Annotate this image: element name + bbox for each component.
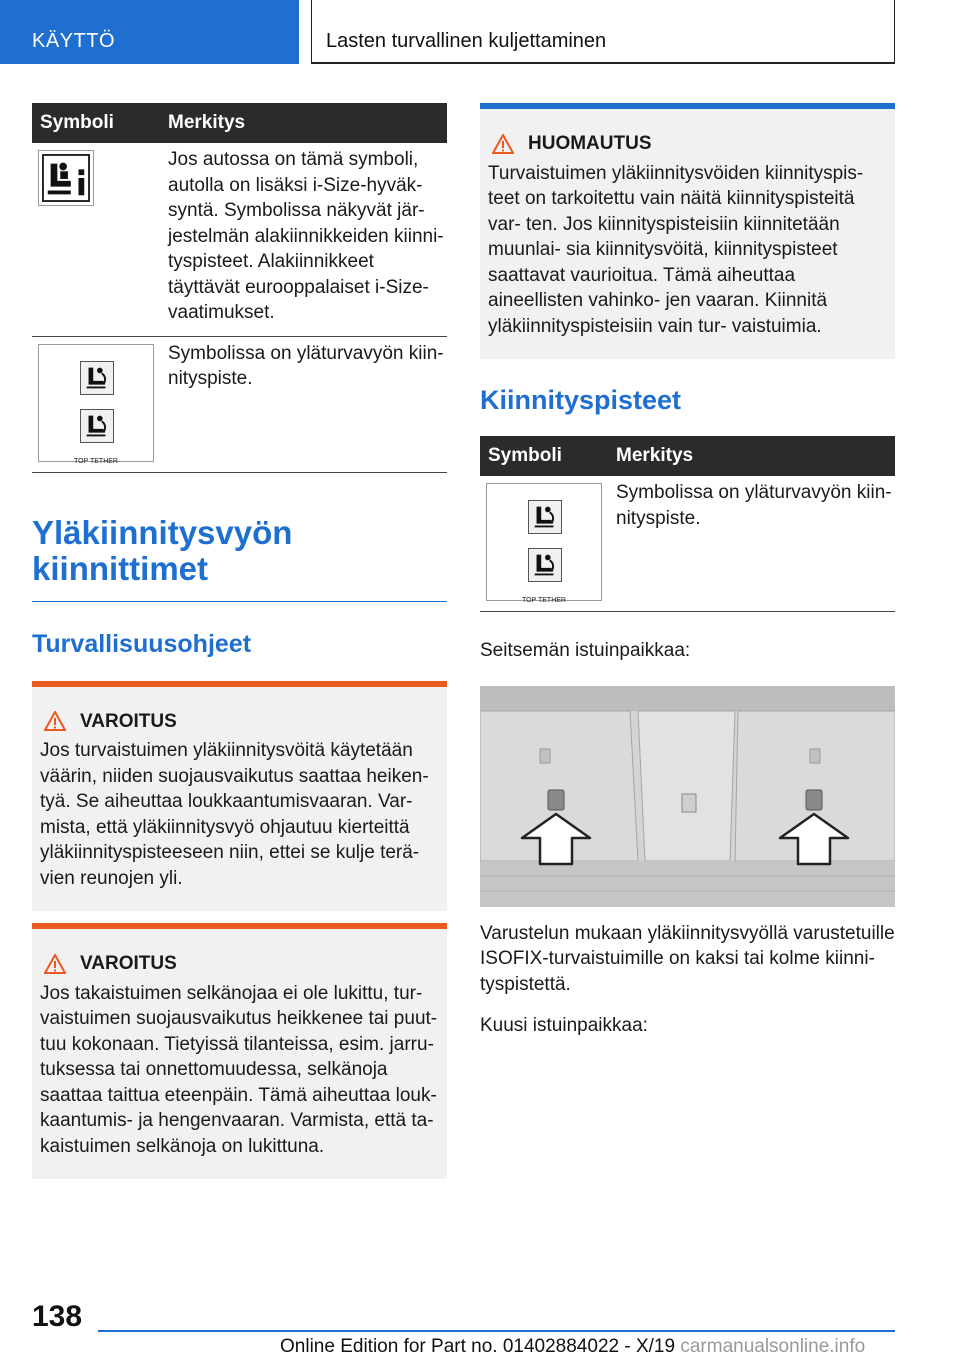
section-title bbox=[32, 515, 447, 602]
child-seat-anchor-icon bbox=[80, 361, 114, 395]
top-tether-icon bbox=[486, 483, 602, 604]
warning-text: Jos turvaistuimen yläkiinnitysvöitä käytetään väärin, niiden suojausvaikutus saattaa heiken- tyä. Se aiheuttaa loukkaantumisvaaran. Var- mista, että yläkiinnitysvyö ohjautuu kierteittä yläkiinnityspisteeseen niin, ettei se kulje terä- vien reunojen yli. bbox=[40, 740, 429, 889]
right-column bbox=[480, 103, 895, 1039]
warning-label: VAROITUS bbox=[80, 953, 177, 974]
column-header-symbol: Symboli bbox=[32, 103, 160, 143]
footer-edition bbox=[280, 1336, 865, 1358]
section-tab: KÄYTTÖ bbox=[0, 0, 299, 64]
equipment-text: Varustelun mukaan yläkiinnitysvyöllä varustetuille ISOFIX-turvaistuimille on kaksi tai kolme kiinni- tyspistettä. bbox=[480, 922, 895, 995]
six-seats-label: Kuusi istuinpaikkaa: bbox=[480, 1015, 648, 1036]
warning-text: Jos takaistuimen selkänojaa ei ole lukittu, tur- vaistuimen suojausvaikutus heikkenee tai puut- tuu kokonaan. Tietyissä tilanteissa, esim. jarru- tuksessa tai onnettomuudessa, selkänoja saattaa taittua eteenpäin. Tämä aiheuttaa louk- kaantumis- ja hengenvaaran. Varmista, että ta- kaistuimen selkänoja on lukittuna. bbox=[40, 982, 438, 1157]
seven-seats-label: Seitsemän istuinpaikkaa: bbox=[480, 640, 691, 661]
meaning-text: Jos autossa on tämä symboli, autolla on lisäksi i-Size-hyväk- syntä. Symbolissa näkyvät jär- jestelmän alakiinnikkeiden kiinni- tyspisteet. Alakiinnikkeet täyttävät eurooppalaiset i-Size- vaatimukset. bbox=[160, 143, 447, 336]
symbol-table-right bbox=[480, 436, 895, 612]
meaning-text: Symbolissa on yläturvavyön kiin- nityspiste. bbox=[608, 476, 895, 612]
warning-triangle-icon bbox=[44, 954, 66, 974]
table-row bbox=[32, 336, 447, 472]
warning-triangle-icon bbox=[44, 711, 66, 731]
note-box bbox=[480, 103, 895, 359]
warning-box bbox=[32, 923, 447, 1179]
left-column bbox=[32, 103, 447, 1179]
safety-subtitle: Turvallisuusohjeet bbox=[32, 629, 252, 658]
note-triangle-icon bbox=[492, 134, 514, 154]
column-header-meaning: Merkitys bbox=[160, 103, 447, 143]
isofix-i-size-icon bbox=[38, 150, 94, 206]
column-header-symbol: Symboli bbox=[480, 436, 608, 476]
chapter-title: Lasten turvallinen kuljettaminen bbox=[311, 0, 895, 64]
warning-label: VAROITUS bbox=[80, 710, 177, 732]
meaning-text: Symbolissa on yläturvavyön kiin- nityspiste. bbox=[160, 336, 447, 472]
top-tether-label: TOP TETHER bbox=[522, 597, 566, 604]
note-text: Turvaistuimen yläkiinnitysvöiden kiinnityspis- teet on tarkoitettu vain näitä kiinnityspisteitä var- ten. Jos kiinnityspisteisiin kiinnitetään muunlai- sia kiinnitysvöitä, kiinnityspisteet saattavat vaurioitua. Tämä aiheuttaa aineellisten vahinko- jen vaaran. Kiinnitä yläkiinnityspisteisiin vain tur- vaistuimia. bbox=[488, 162, 864, 337]
footer-divider bbox=[98, 1330, 895, 1332]
warning-box bbox=[32, 681, 447, 912]
section-title-line1: Yläkiinnitysvyön bbox=[32, 513, 293, 551]
child-seat-anchor-icon bbox=[528, 548, 562, 582]
symbol-table-left bbox=[32, 103, 447, 473]
anchor-points-title: Kiinnityspisteet bbox=[480, 385, 682, 415]
top-tether-icon bbox=[38, 344, 154, 465]
seatback-anchor-photo bbox=[480, 686, 895, 907]
section-title-line2: kiinnittimet bbox=[32, 549, 209, 587]
table-row bbox=[480, 476, 895, 612]
child-seat-anchor-icon bbox=[528, 500, 562, 534]
top-tether-label: TOP TETHER bbox=[74, 457, 118, 465]
page-number: 138 bbox=[32, 1300, 83, 1333]
child-seat-anchor-icon bbox=[80, 409, 114, 443]
column-header-meaning: Merkitys bbox=[608, 436, 895, 476]
note-label: HUOMAUTUS bbox=[528, 133, 652, 154]
table-row bbox=[32, 143, 447, 336]
watermark: carmanualsonline.info bbox=[680, 1336, 866, 1357]
edition-text: Online Edition for Part no. 01402884022 - X/19 bbox=[280, 1336, 676, 1357]
